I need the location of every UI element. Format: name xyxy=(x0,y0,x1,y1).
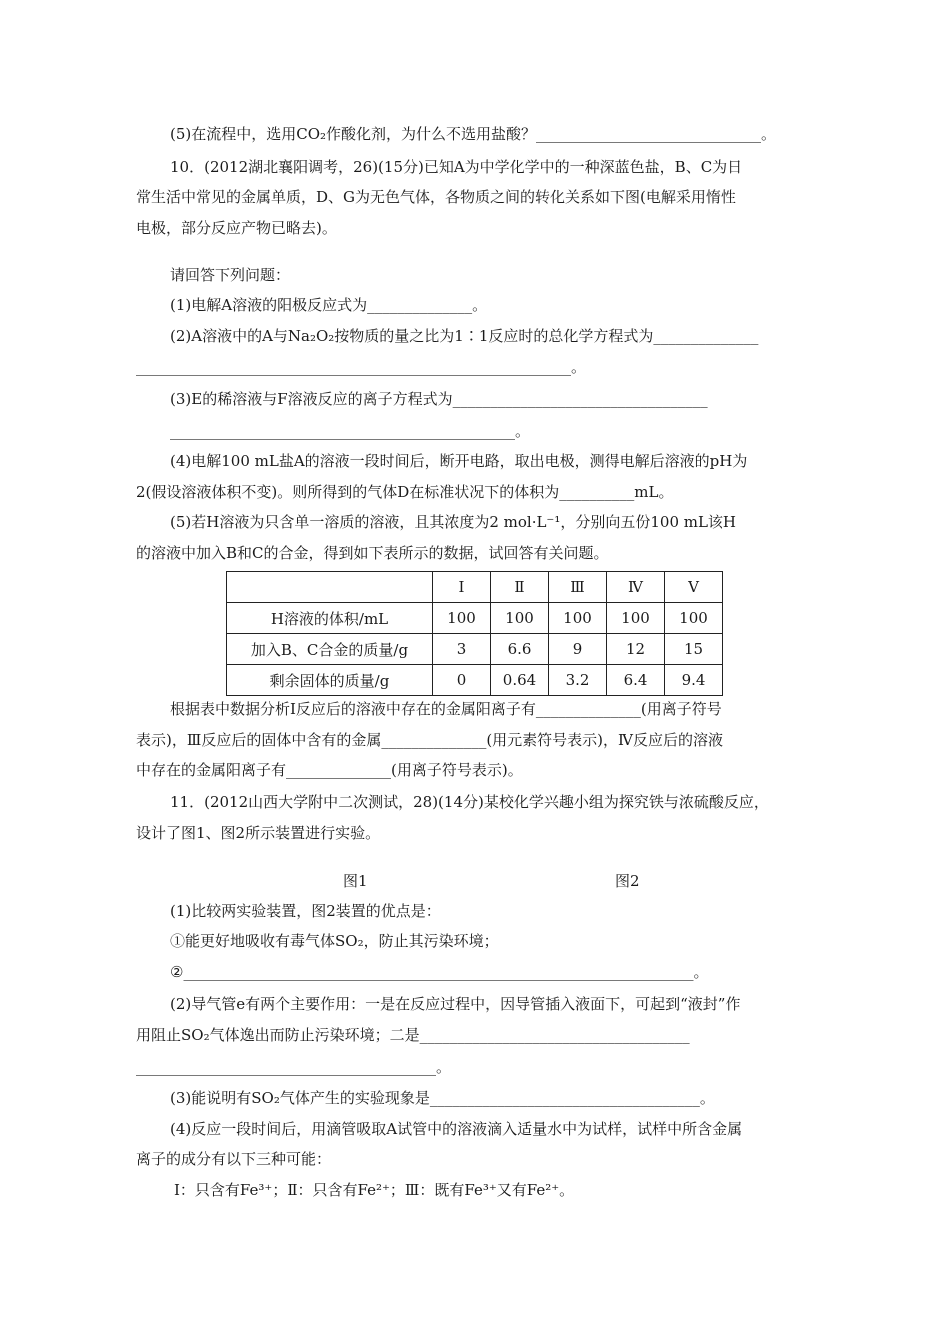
table-cell: 100 xyxy=(433,603,491,634)
data-table xyxy=(226,571,723,696)
q10-part5-line1: (5)若H溶液为只含单一溶质的溶液，且其浓度为2 mol·L⁻¹，分别向五份100 mL该H xyxy=(170,513,737,531)
table-cell: 100 xyxy=(549,603,607,634)
table-cell: 3 xyxy=(433,634,491,665)
table-cell: 9 xyxy=(549,634,607,665)
q11-part4-line2: 离子的成分有以下三种可能： xyxy=(136,1150,332,1168)
table-cell: 6.4 xyxy=(607,665,665,696)
table-cell: 15 xyxy=(665,634,723,665)
q11-part2-line2: 用阻止SO₂气体逸出而防止污染环境；二是____________________________________ xyxy=(136,1026,690,1044)
q10-part2-line1: (2)A溶液中的A与Na₂O₂按物质的量之比为1∶1反应时的总化学方程式为______________ xyxy=(170,327,759,345)
q10-part4-line2: 2(假设溶液体积不变)。则所得到的气体D在标准状况下的体积为__________mL。 xyxy=(136,483,674,501)
table-row-label: 剩余固体的质量/g xyxy=(227,665,433,696)
table-header-cell xyxy=(227,572,433,603)
q10-prompt: 请回答下列问题： xyxy=(170,266,291,284)
table-cell: 6.6 xyxy=(491,634,549,665)
q11-intro-line2: 设计了图1、图2所示装置进行实验。 xyxy=(136,824,381,842)
table-header-cell: Ⅱ xyxy=(491,572,549,603)
q10-part3-line1: (3)E的稀溶液与F溶液反应的离子方程式为__________________________________ xyxy=(170,390,708,408)
table-cell: 100 xyxy=(665,603,723,634)
q10-analysis-line3: 中存在的金属阳离子有______________(用离子符号表示)。 xyxy=(136,761,523,779)
figure-1-caption: 图1 xyxy=(343,872,368,890)
q10-analysis-line1: 根据表中数据分析Ⅰ反应后的溶液中存在的金属阳离子有______________(用离子符号 xyxy=(170,700,722,718)
table-row-label: H溶液的体积/mL xyxy=(227,603,433,634)
q9-part5: (5)在流程中，选用CO₂作酸化剂，为什么不选用盐酸？______________________________。 xyxy=(170,125,777,143)
q10-intro-line1: 10．(2012湖北襄阳调考，26)(15分)已知A为中学化学中的一种深蓝色盐，B、C为日 xyxy=(170,158,743,176)
q11-part4-options: Ⅰ：只含有Fe³⁺；Ⅱ：只含有Fe²⁺；Ⅲ：既有Fe³⁺又有Fe²⁺。 xyxy=(174,1181,575,1199)
q10-intro-line2: 常生活中常见的金属单质，D、G为无色气体，各物质之间的转化关系如下图(电解采用惰性 xyxy=(136,188,736,206)
q10-part3-line2: ______________________________________________。 xyxy=(170,422,531,440)
q11-part1-item2: ②____________________________________________________________________。 xyxy=(170,963,709,981)
table-header-cell: Ⅳ xyxy=(607,572,665,603)
table-cell: 100 xyxy=(491,603,549,634)
table-row xyxy=(227,634,723,665)
table-cell: 12 xyxy=(607,634,665,665)
q11-part4-line1: (4)反应一段时间后，用滴管吸取A试管中的溶液滴入适量水中为试样，试样中所含金属 xyxy=(170,1120,743,1138)
q11-part1: (1)比较两实验装置，图2装置的优点是： xyxy=(170,902,441,920)
q11-intro-line1: 11．(2012山西大学附中二次测试，28)(14分)某校化学兴趣小组为探究铁与浓硫酸反应， xyxy=(170,793,769,811)
table-row xyxy=(227,603,723,634)
q11-part2-line1: (2)导气管e有两个主要作用：一是在反应过程中，因导管插入液面下，可起到“液封”作 xyxy=(170,995,741,1013)
q10-intro-line3: 电极，部分反应产物已略去)。 xyxy=(136,219,337,237)
table-row-label: 加入B、C合金的质量/g xyxy=(227,634,433,665)
table-cell: 9.4 xyxy=(665,665,723,696)
table-cell: 3.2 xyxy=(549,665,607,696)
q10-analysis-line2: 表示)，Ⅲ反应后的固体中含有的金属______________(用元素符号表示)，Ⅳ反应后的溶液 xyxy=(136,731,724,749)
q10-part2-line2: __________________________________________________________。 xyxy=(136,358,587,376)
q10-part5-line2: 的溶液中加入B和C的合金，得到如下表所示的数据，试回答有关问题。 xyxy=(136,544,609,562)
table-cell: 0.64 xyxy=(491,665,549,696)
table-header-cell: Ⅴ xyxy=(665,572,723,603)
q11-part3: (3)能说明有SO₂气体产生的实验现象是____________________________________。 xyxy=(170,1089,715,1107)
table-header-cell: Ⅰ xyxy=(433,572,491,603)
q10-part4-line1: (4)电解100 mL盐A的溶液一段时间后，断开电路，取出电极，测得电解后溶液的pH为 xyxy=(170,452,748,470)
table-header-row xyxy=(227,572,723,603)
q11-part1-item1: ①能更好地吸收有毒气体SO₂，防止其污染环境； xyxy=(170,932,499,950)
table-header-cell: Ⅲ xyxy=(549,572,607,603)
figure-2-caption: 图2 xyxy=(615,872,640,890)
q10-part1: (1)电解A溶液的阳极反应式为______________。 xyxy=(170,296,488,314)
table-cell: 0 xyxy=(433,665,491,696)
table-row xyxy=(227,665,723,696)
table-cell: 100 xyxy=(607,603,665,634)
q11-part2-line3: ________________________________________。 xyxy=(136,1058,452,1076)
